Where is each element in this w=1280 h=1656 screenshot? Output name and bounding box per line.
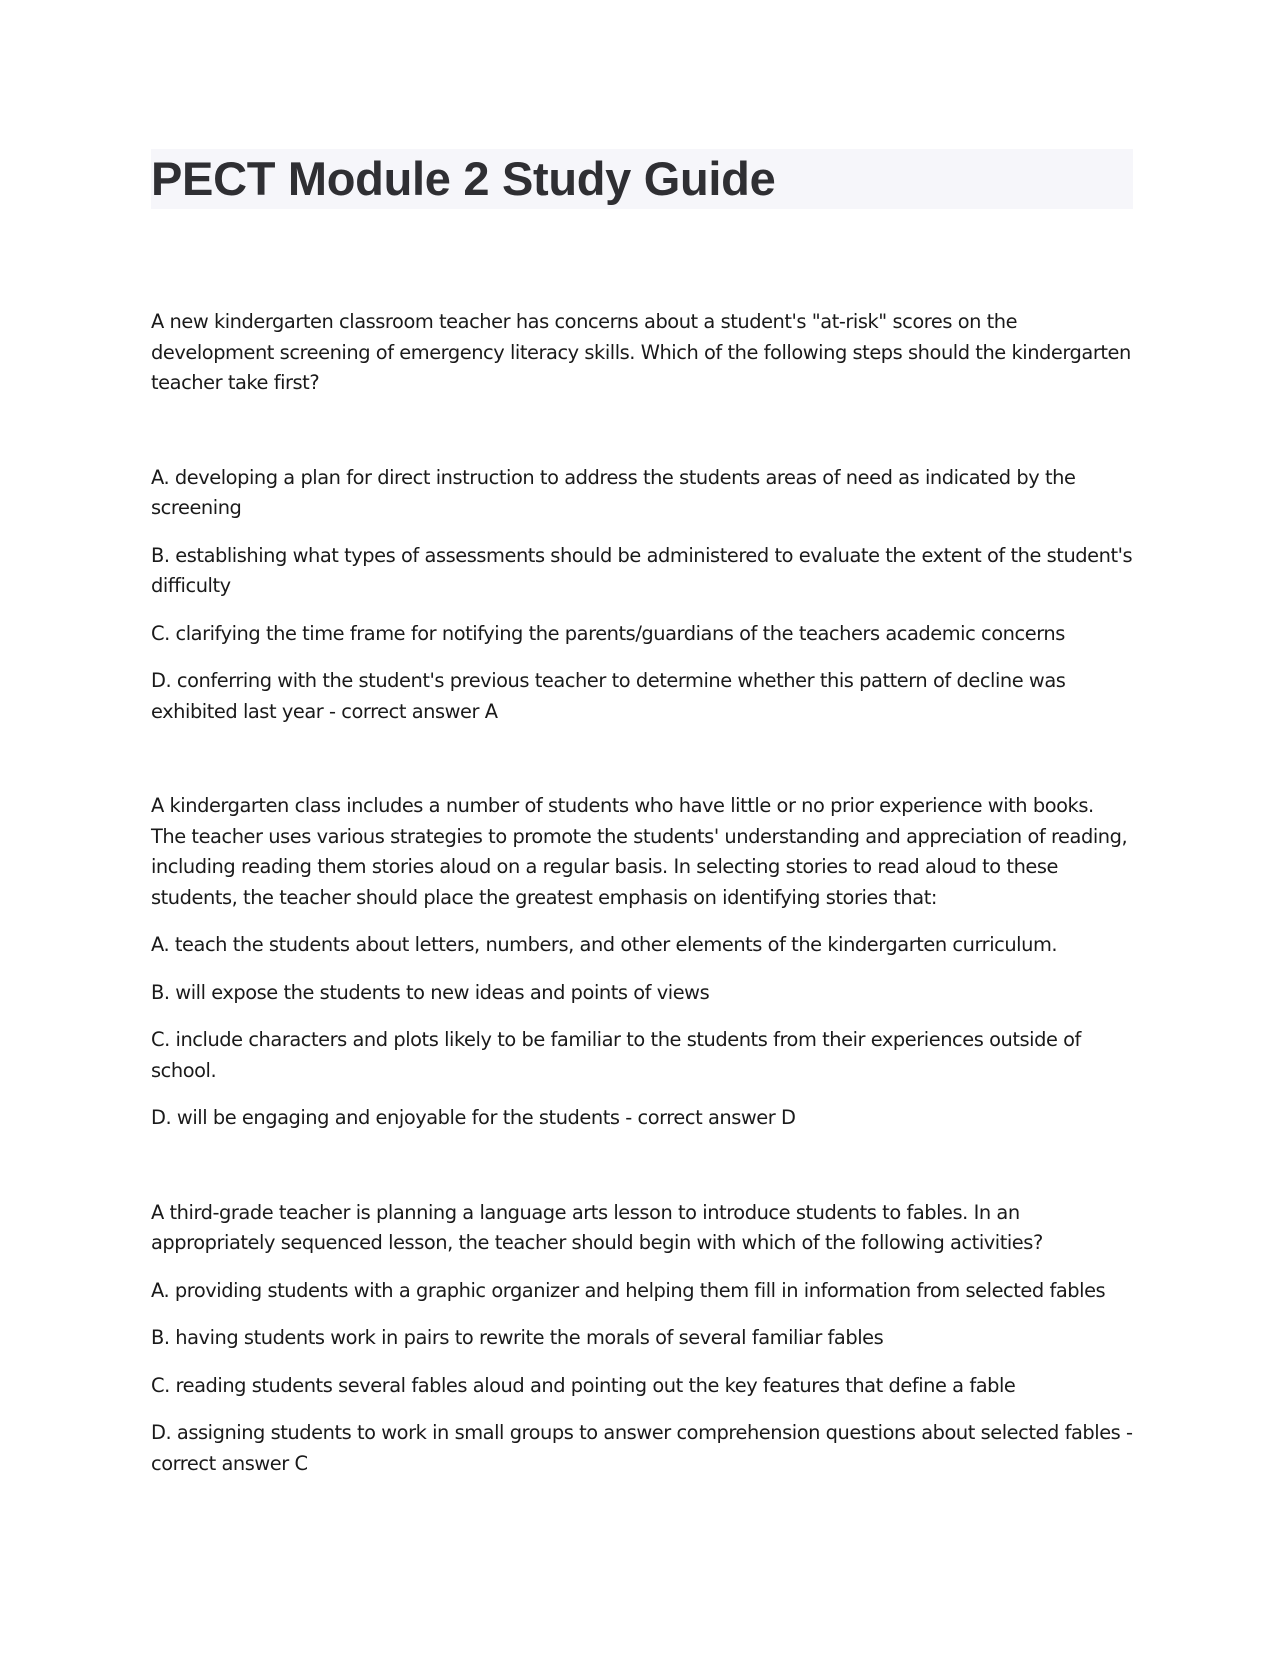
document-body (151, 307, 1133, 1479)
answer-option-b: B. establishing what types of assessments should be administered to evaluate the extent of the student's difficulty (151, 543, 1133, 597)
answer-option-a: A. teach the students about letters, numbers, and other elements of the kindergarten curriculum. (151, 933, 1058, 956)
answer-option-c: C. include characters and plots likely to be familiar to the students from their experiences outside of school. (151, 1028, 1081, 1082)
document-page (151, 149, 1133, 1479)
question-stem: A new kindergarten classroom teacher has concerns about a student's "at-risk" scores on the development screening of emergency literacy skills. Which of the following steps should the kindergarten teacher take first? (151, 310, 1131, 394)
answer-option-d: D. conferring with the student's previous teacher to determine whether this pattern of decline was exhibited last year - correct answer A (151, 669, 1066, 723)
question-block-1 (151, 307, 1133, 727)
page-title: PECT Module 2 Study Guide (151, 152, 776, 205)
question-stem: A kindergarten class includes a number of students who have little or no prior experience with books. The teacher uses various strategies to promote the students' understanding and appreciation of reading, including reading them stories aloud on a regular basis. In selecting stories to read aloud to these students, the teacher should place the greatest emphasis on identifying stories that: (151, 794, 1128, 909)
question-block-3 (151, 1198, 1133, 1480)
question-block-2 (151, 791, 1133, 1134)
answer-option-d: D. will be engaging and enjoyable for the students - correct answer D (151, 1106, 796, 1129)
answer-option-c: C. clarifying the time frame for notifying the parents/guardians of the teachers academic concerns (151, 621, 1065, 645)
answer-option-a: A. developing a plan for direct instruction to address the students areas of need as indicated by the screening (151, 465, 1076, 519)
answer-option-c: C. reading students several fables aloud and pointing out the key features that define a fable (151, 1373, 1016, 1397)
answer-option-d: D. assigning students to work in small groups to answer comprehension questions about selected fables - correct answer C (151, 1421, 1133, 1475)
question-stem: A third-grade teacher is planning a language arts lesson to introduce students to fables. In an appropriately sequenced lesson, the teacher should begin with which of the following activities? (151, 1200, 1043, 1254)
title-banner (151, 149, 1133, 209)
answer-option-b: B. will expose the students to new ideas and points of views (151, 980, 710, 1004)
answer-option-a: A. providing students with a graphic organizer and helping them fill in information from selected fables (151, 1278, 1106, 1302)
answer-option-b: B. having students work in pairs to rewrite the morals of several familiar fables (151, 1326, 884, 1349)
